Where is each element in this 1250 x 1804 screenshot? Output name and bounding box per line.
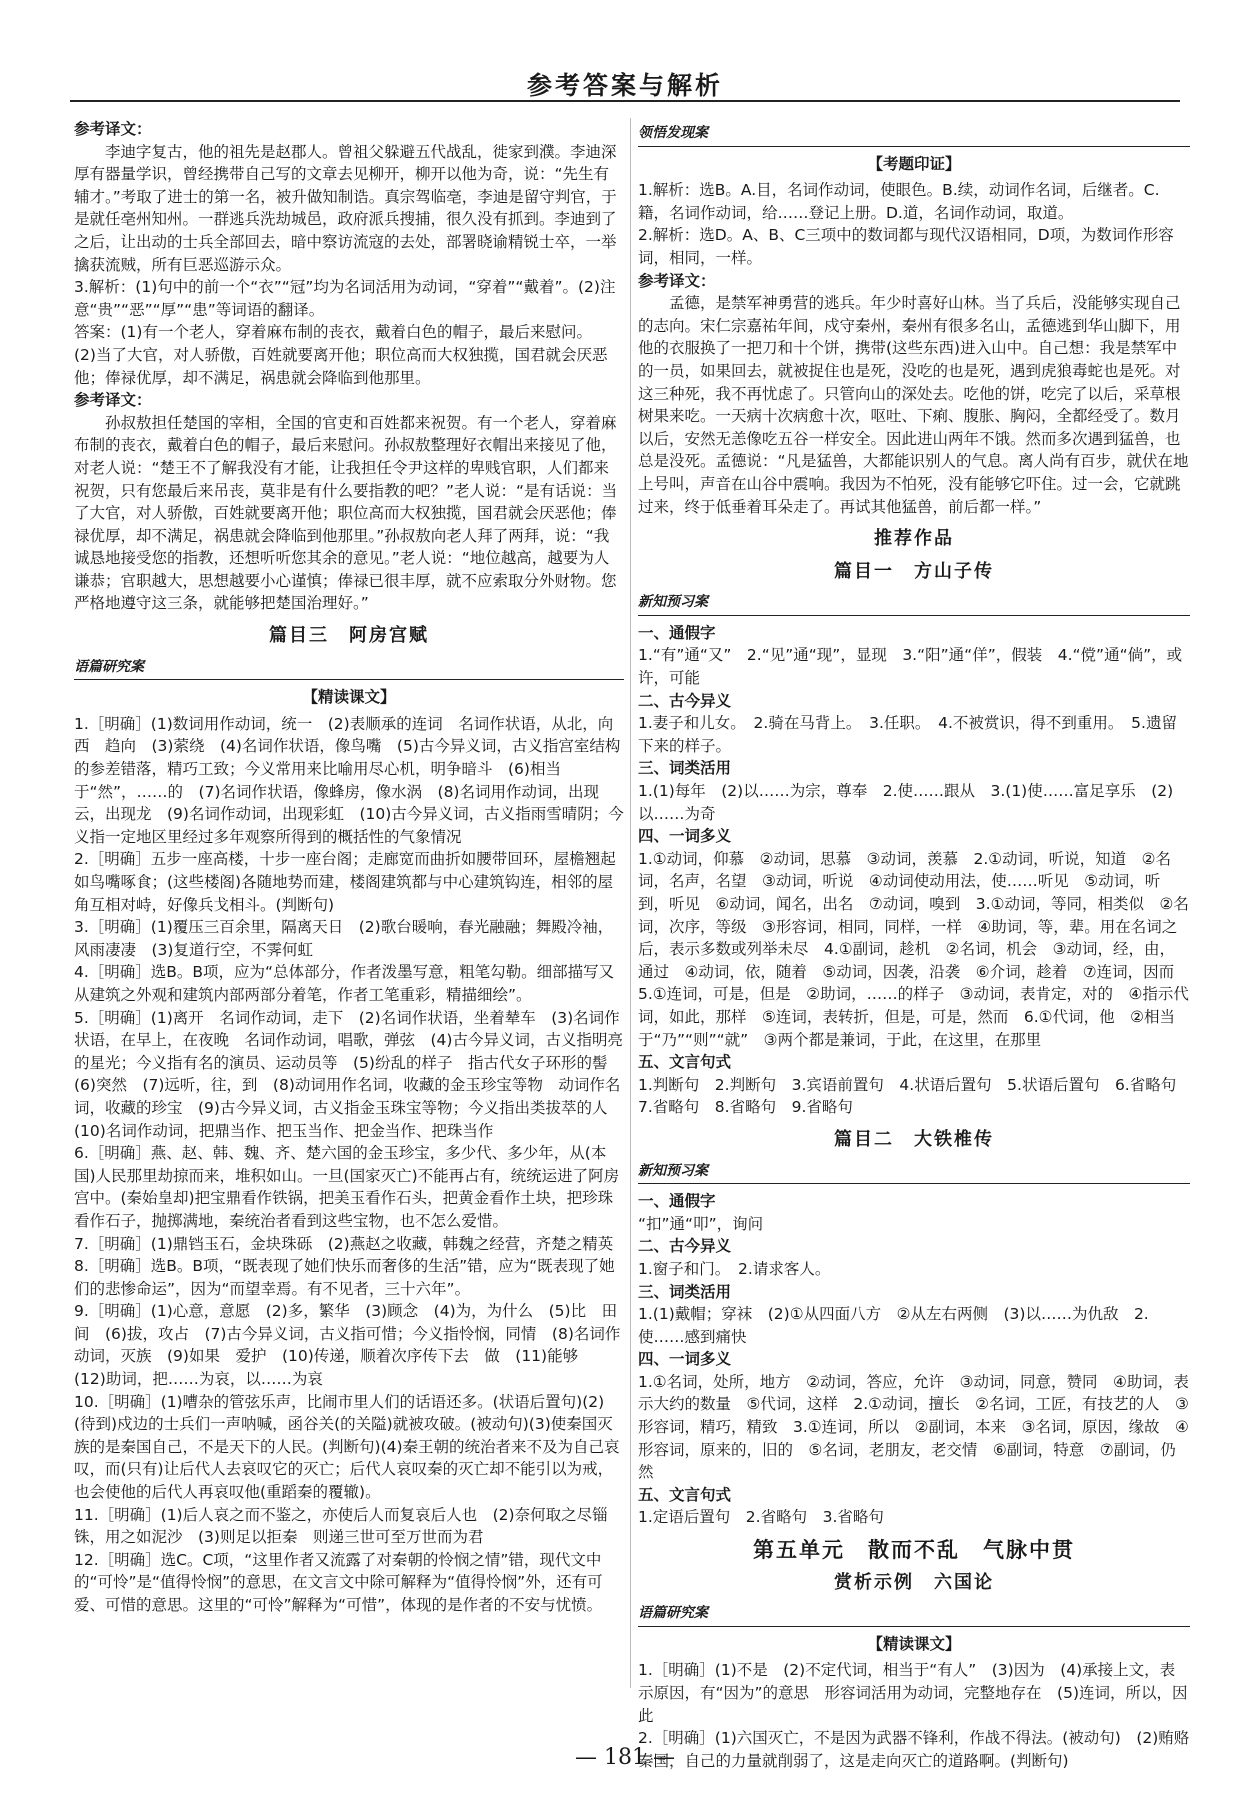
- right-column: [638, 118, 1190, 1772]
- item-heading: 四、一词多义: [638, 1350, 732, 1369]
- section-tag: 新知预习案: [638, 591, 1190, 616]
- answer-item: 1.［明确］(1)数词用作动词，统一 (2)表顺承的连词 名词作状语，从北，向西 趋向 (3)萦绕 (4)名词作状语，像鸟嘴 (5)古今异义词，古义指宫室结构的参差错落，精巧工致；今义常用来比喻用尽心机，明争暗斗 (6)相当于“然”，……的 (7)名词作状语，像蜂房，像水涡 (8)名词用作动词，出现云，出现龙 (9)名词作动词，出现彩虹 (10)古今异义词，古义指雨雪晴阴；今义指一定地区里经过多年观察所得到的概括性的气象情况: [74, 714, 624, 846]
- answer-item: 7.［明确］(1)鼎铛玉石，金块珠砾 (2)燕赵之收藏，韩魏之经营，齐楚之精英: [74, 1234, 614, 1253]
- answer-item: 12.［明确］选C。C项，“这里作者又流露了对秦朝的怜悯之情”错，现代文中的“可怜”是“值得怜悯”的意思，在文言文中除可解释为“值得怜悯”外，还有可爱、可惜的意思。这里的“可怜”解释为“可惜”，体现的是作者的不安与忧愤。: [74, 1550, 603, 1614]
- answer-item: 11.［明确］(1)后人哀之而不鉴之，亦使后人而复哀后人也 (2)奈何取之尽锱铢，用之如泥沙 (3)则足以拒秦 则递三世可至万世而为君: [74, 1505, 608, 1547]
- item-heading: 三、词类活用: [638, 1282, 732, 1301]
- answer-item: 1.解析：选B。A.目，名词作动词，使眼色。B.续，动词作名词，后继者。C.籍，名词作动词，给……登记上册。D.道，名词作动词，取道。: [638, 181, 1160, 222]
- item-heading: 一、通假字: [638, 1192, 716, 1211]
- page-number: — 181 —: [575, 1745, 675, 1770]
- section-title: 赏析示例 六国论: [834, 1571, 994, 1593]
- column-divider: [630, 118, 631, 1688]
- translation-label: 参考译文：: [638, 271, 716, 290]
- translation-label: 参考译文：: [74, 120, 152, 138]
- answer-item: 1.(1)戴帽；穿袜 (2)①从四面八方 ②从左右两侧 (3)以……为仇敌 2.使……感到痛快: [638, 1305, 1149, 1346]
- page-header: [70, 62, 1180, 106]
- section-title: 推荐作品: [874, 528, 954, 550]
- header-title: 参考答案与解析: [526, 71, 723, 100]
- answer-item: 2.［明确］五步一座高楼，十步一座台阁；走廊宽而曲折如腰带回环，屋檐翘起如鸟嘴啄食；(这些楼阁)各随地势而建，楼阁建筑都与中心建筑钩连，相邻的屋角互相对峙，好像兵戈相斗。(判断句): [74, 850, 616, 914]
- header-rule: [70, 100, 1180, 102]
- answer-item: 1.①名词，处所，地方 ②动词，答应，允许 ③动词，同意，赞同 ④助词，表示大约的数量 ⑤代词，这样 2.①动词，擅长 ②名词，工匠，有技艺的人 ③形容词，精巧，精致 3.①连词，所以 ②副词，本来 ③名词，原因，缘故 ④形容词，原来的，旧的 ⑤名词，老朋友，老交情 ⑥副词，特意 ⑦副词，仍然: [638, 1372, 1189, 1482]
- section-tag: 语篇研究案: [74, 656, 624, 681]
- answer-item: 2.［明确］(1)六国灭亡，不是因为武器不锋利，作战不得法。(被动句) (2)贿赂秦国，自己的力量就削弱了，这是走向灭亡的道路啊。(判断句): [638, 1729, 1190, 1770]
- answer-item: 1.定语后置句 2.省略句 3.省略句: [638, 1508, 884, 1527]
- answer-item: 1.妻子和儿女。 2.骑在马背上。 3.任职。 4.不被赏识，得不到重用。 5.遗留下来的样子。: [638, 714, 1177, 755]
- subsection-title: 【精读课文】: [867, 1634, 961, 1653]
- unit-title: 第五单元 散而不乱 气脉中贯: [753, 1538, 1075, 1563]
- answer-item: 4.［明确］选B。B项，应为“总体部分，作者泼墨写意，粗笔勾勒。细部描写又从建筑之外观和建筑内部两部分着笔，作者工笔重彩，精描细绘”。: [74, 963, 615, 1004]
- item-heading: 五、文言句式: [638, 1485, 732, 1504]
- item-heading: 三、词类活用: [638, 759, 732, 778]
- answer-item: 3.解析：(1)句中的前一个“衣”“冠”均为名词活用为动词，“穿着”“戴着”。(2)注意“贵”“恶”“厚”“患”等词语的翻译。: [74, 278, 616, 319]
- subsection-title: 【精读课文】: [302, 688, 396, 707]
- answer-item: 6.［明确］燕、赵、韩、魏、齐、楚六国的金玉珍宝，多少代、多少年，从(本国)人民那里劫掠而来，堆积如山。一旦(国家灭亡)不能再占有，统统运进了阿房宫中。(秦始皇却)把宝鼎看作铁锅，把美玉看作石头，把黄金看作土块，把珍珠看作石子，抛掷满地，秦统治者看到这些宝物，也不怎么爱惜。: [74, 1144, 620, 1230]
- answer-item: (2)当了大官，对人骄傲，百姓就要离开他；职位高而大权独揽，国君就会厌恶他；俸禄优厚，却不满足，祸患就会降临到他那里。: [74, 345, 608, 387]
- left-column: [74, 118, 624, 1617]
- answer-item: 9.［明确］(1)心意，意愿 (2)多，繁华 (3)顾念 (4)为，为什么 (5)比 田间 (6)拔，攻占 (7)古今异义词，古义指可惜；今义指怜悯，同情 (8)名词作动词，灭族 (9)如果 爱护 (10)传递，顺着次序传下去 做 (11)能够 (12)助词，把……为哀，以……为哀: [74, 1302, 621, 1389]
- section-title: 篇目二 大铁椎传: [834, 1128, 994, 1150]
- answer-item: 10.［明确］(1)嘈杂的管弦乐声，比闹市里人们的话语还多。(状语后置句)(2)(待到)戍边的士兵们一声呐喊，函谷关(的关隘)就被攻破。(被动句)(3)使秦国灭族的是秦国自己，不是天下的人民。(判断句)(4)秦王朝的统治者来不及为自己哀叹，而(只有)让后代人去哀叹它的灭亡；后代人哀叹秦的灭亡却不能引以为戒，也会使他的后代人再哀叹他(重蹈秦的覆辙)。: [74, 1392, 620, 1502]
- answer-item: 1.判断句 2.判断句 3.宾语前置句 4.状语后置句 5.状语后置句 6.省略句 7.省略句 8.省略句 9.省略句: [638, 1075, 1192, 1117]
- translation-label: 参考译文：: [74, 391, 152, 410]
- item-heading: 二、古今异义: [638, 691, 732, 710]
- section-title: 篇目一 方山子传: [834, 560, 994, 582]
- item-heading: 五、文言句式: [638, 1053, 732, 1072]
- answer-item: 2.解析：选D。A、B、C三项中的数词都与现代汉语相同，D项，为数词作形容词，相同，一样。: [638, 226, 1174, 267]
- section-title: 篇目三 阿房宫赋: [269, 625, 429, 647]
- item-heading: 一、通假字: [638, 623, 716, 642]
- subsection-title: 【考题印证】: [867, 154, 961, 173]
- answer-item: 答案：(1)有一个老人，穿着麻布制的丧衣，戴着白色的帽子，最后来慰问。: [74, 323, 592, 342]
- answer-item: 1.［明确］(1)不是 (2)不定代词，相当于“有人” (3)因为 (4)承接上文，表示原因，有“因为”的意思 形容词活用为动词，完整地存在 (5)连词，所以，因此: [638, 1661, 1188, 1725]
- answer-item: 3.［明确］(1)覆压三百余里，隔离天日 (2)歌台暖响，春光融融；舞殿冷袖，风雨凄凄 (3)复道行空，不霁何虹: [74, 918, 614, 959]
- section-tag: 语篇研究案: [638, 1602, 1190, 1627]
- item-heading: 四、一词多义: [638, 827, 732, 846]
- translation-text: 李迪字复古，他的祖先是赵郡人。曾祖父躲避五代战乱，徙家到濮。李迪深厚有器量学识，曾经携带自己写的文章去见柳开，柳开以他为奇，说：“先生有辅才。”考取了进士的第一名，被升做知制诰。真宗驾临亳，李迪是留守判官，于是就任亳州知州。一群逃兵洗劫城邑，政府派兵搜捕，很久没有抓到。李迪到了之后，让出动的士兵全部回去，暗中察访流寇的去处，部署晓谕精锐士卒，一举擒获流贼，所有巨恶巡游示众。: [74, 142, 617, 274]
- item-heading: 二、古今异义: [638, 1237, 732, 1256]
- answer-item: “扣”通“叩”，询问: [638, 1214, 764, 1233]
- answer-item: 1.(1)每年 (2)以……为宗，尊奉 2.使……跟从 3.(1)使……富足享乐 (2)以……为奇: [638, 782, 1174, 823]
- section-tag: 领悟发现案: [638, 122, 1190, 147]
- translation-text: 孟德，是禁军神勇营的逃兵。年少时喜好山林。当了兵后，没能够实现自己的志向。宋仁宗嘉祐年间，戍守秦州，秦州有很多名山，孟德逃到华山脚下，用他的衣服换了一把刀和十个饼，携带(这些东西)进入山中。自己想：我是禁军中的一员，如果回去，就被捉住也是死，没吃的也是死，遇到虎狼毒蛇也是死。对这三种死，我不再忧虑了。只管向山的深处去。吃他的饼，吃完了以后，采草根树果来吃。一天病十次病愈十次，呕吐、下痢、腹胀、胸闷，全都经受了。数月以后，安然无恙像吃五谷一样安全。因此进山两年不饿。然而多次遇到猛兽，也总是没死。孟德说：“凡是猛兽，大都能识别人的气息。离人尚有百步，就伏在地上号叫，声音在山谷中震响。我因为不怕死，没有能够它吓住。过一会，它就跳过来，终于低垂着耳朵走了。再试其他猛兽，前后都一样。”: [638, 294, 1189, 516]
- answer-item: 5.［明确］(1)离开 名词作动词，走下 (2)名词作状语，坐着辇车 (3)名词作状语，在早上，在夜晚 名词作动词，唱歌，弹弦 (4)古今异义词，古义指明亮的星光；今义指有名的演员、运动员等 (5)纷乱的样子 指古代女子环形的髻 (6)突然 (7)远听，往，到 (8)动词用作名词，收藏的金玉珍宝等物 动词作名词，收藏的珍宝 (9)古今异义词，古义指金玉珠宝等物；今义指出类拔萃的人 (10)名词作动词，把鼎当作、把玉当作、把金当作、把珠当作: [74, 1008, 623, 1140]
- section-tag: 新知预习案: [638, 1160, 1190, 1185]
- answer-item: 1.窗子和门。 2.请求客人。: [638, 1259, 831, 1278]
- translation-text: 孙叔敖担任楚国的宰相，全国的官吏和百姓都来祝贺。有一个老人，穿着麻布制的丧衣，戴着白色的帽子，最后来慰问。孙叔敖整理好衣帽出来接见了他，对老人说：“楚王不了解我没有才能，让我担任令尹这样的卑贱官职，人们都来祝贺，只有您最后来吊丧，莫非是有什么要指教的吧？”老人说：“是有话说：当了大官，对人骄傲，百姓就要离开他；职位高而大权独揽，国君就会厌恶他；俸禄优厚，却不满足，祸患就会降临到他那里。”孙叔敖向老人拜了两拜，说：“我诚恳地接受您的指教，还想听听您其余的意见。”老人说：“地位越高，越要为人谦恭；官职越大，思想越要小心谨慎；俸禄已很丰厚，就不应索取分外财物。您严格地遵守这三条，就能够把楚国治理好。”: [74, 413, 618, 613]
- answer-item: 1.①动词，仰慕 ②动词，思慕 ③动词，羡慕 2.①动词，听说，知道 ②名词，名声，名望 ③动词，听说 ④动词使动用法，使……听见 ⑤动词，听到，听见 ⑥动词，闻名，出名 ⑦动词，嗅到 3.①动词，等同，相类似 ②名词，次序，等级 ③形容词，相同，同样，一样 ④助词，等，辈。用在名词之后，表示多数或列举未尽 4.①副词，趁机 ②名词，机会 ③动词，经，由，通过 ④动词，依，随着 ⑤动词，因袭，沿袭 ⑥介词，趁着 ⑦连词，因而 5.①连词，可是，但是 ②助词，……的样子 ③动词，表肯定，对的 ④指示代词，如此，那样 ⑤连词，表转折，但是，可是，然而 6.①代词，他 ②相当于“乃”“则”“就” ③两个都是兼词，于此，在这里，在那里: [638, 849, 1190, 1049]
- answer-item: 1.“有”通“又” 2.“见”通“现”，显现 3.“阳”通“佯”，假装 4.“傥”通“倘”，或许，可能: [638, 646, 1183, 688]
- answer-item: 8.［明确］选B。B项，“既表现了她们快乐而奢侈的生活”错，应为“既表现了她们的悲惨命运”，因为“而望幸焉。有不见者，三十六年”。: [74, 1257, 615, 1298]
